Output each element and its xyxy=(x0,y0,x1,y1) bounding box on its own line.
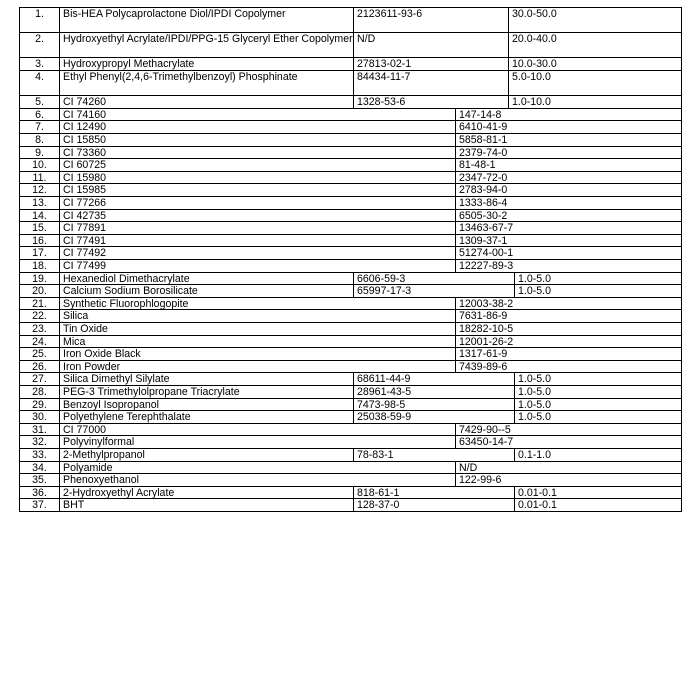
row-number: 25. xyxy=(19,347,59,360)
concentration-range: 30.0-50.0 xyxy=(508,7,682,32)
cas-number: 122-99-6 xyxy=(455,473,682,486)
row-number: 7. xyxy=(19,120,59,133)
cas-number: 147-14-8 xyxy=(455,108,682,121)
ingredient-name: CI 12490 xyxy=(59,120,455,133)
cas-number: 2347-72-0 xyxy=(455,171,682,184)
cas-number: 28961-43-5 xyxy=(353,385,514,398)
ingredient-name: CI 15985 xyxy=(59,183,455,196)
row-number: 1. xyxy=(19,7,59,32)
ingredient-name: CI 77499 xyxy=(59,259,455,272)
ingredient-name: Polyethylene Terephthalate xyxy=(59,410,353,423)
cas-number: 7429-90--5 xyxy=(455,423,682,436)
cas-number: 6505-30-2 xyxy=(455,209,682,222)
row-number: 37. xyxy=(19,498,59,511)
row-number: 33. xyxy=(19,448,59,461)
row-number: 16. xyxy=(19,234,59,247)
table-row xyxy=(19,196,682,209)
table-row xyxy=(19,32,682,57)
cas-number: 2379-74-0 xyxy=(455,146,682,159)
cas-number: 12227-89-3 xyxy=(455,259,682,272)
row-number: 27. xyxy=(19,372,59,385)
ingredient-name: 2-Hydroxyethyl Acrylate xyxy=(59,486,353,499)
row-number: 5. xyxy=(19,95,59,108)
row-number: 10. xyxy=(19,158,59,171)
table-row xyxy=(19,372,682,385)
cas-number: 7473-98-5 xyxy=(353,398,514,411)
cas-number: 78-83-1 xyxy=(353,448,514,461)
cas-number: 6410-41-9 xyxy=(455,120,682,133)
concentration-range: 10.0-30.0 xyxy=(508,57,682,70)
table-row xyxy=(19,322,682,335)
row-number: 20. xyxy=(19,284,59,297)
table-row xyxy=(19,183,682,196)
cas-number: 12001-26-2 xyxy=(455,335,682,348)
ingredient-name: Silica Dimethyl Silylate xyxy=(59,372,353,385)
cas-number: 12003-38-2 xyxy=(455,297,682,310)
row-number: 32. xyxy=(19,435,59,448)
concentration-range: 20.0-40.0 xyxy=(508,32,682,57)
ingredient-name: Calcium Sodium Borosilicate xyxy=(59,284,353,297)
ingredient-name: Polyvinylformal xyxy=(59,435,455,448)
table-row xyxy=(19,133,682,146)
cas-number: N/D xyxy=(353,32,508,57)
row-number: 8. xyxy=(19,133,59,146)
ingredient-name: CI 77491 xyxy=(59,234,455,247)
row-number: 21. xyxy=(19,297,59,310)
table-row xyxy=(19,385,682,398)
table-row xyxy=(19,234,682,247)
row-number: 24. xyxy=(19,335,59,348)
cas-number: 128-37-0 xyxy=(353,498,514,511)
concentration-range: 1.0-5.0 xyxy=(514,398,682,411)
ingredient-name: Silica xyxy=(59,309,455,322)
table-row xyxy=(19,498,682,511)
ingredient-name: CI 73360 xyxy=(59,146,455,159)
cas-number: 1328-53-6 xyxy=(353,95,508,108)
cas-number: 818-61-1 xyxy=(353,486,514,499)
row-number: 30. xyxy=(19,410,59,423)
concentration-range: 5.0-10.0 xyxy=(508,70,682,95)
concentration-range: 0.01-0.1 xyxy=(514,486,682,499)
table-row xyxy=(19,297,682,310)
table-row xyxy=(19,108,682,121)
table-row xyxy=(19,7,682,32)
ingredient-name: Synthetic Fluorophlogopite xyxy=(59,297,455,310)
cas-number: 84434-11-7 xyxy=(353,70,508,95)
concentration-range: 1.0-5.0 xyxy=(514,410,682,423)
ingredient-name: Ethyl Phenyl(2,4,6-Trimethylbenzoyl) Phosphinate xyxy=(59,70,353,95)
ingredient-name: Iron Powder xyxy=(59,360,455,373)
table-row xyxy=(19,95,682,108)
ingredient-name: Tin Oxide xyxy=(59,322,455,335)
cas-number: 81-48-1 xyxy=(455,158,682,171)
row-number: 23. xyxy=(19,322,59,335)
ingredient-name: Hexanediol Dimethacrylate xyxy=(59,272,353,285)
ingredient-name: Benzoyl Isopropanol xyxy=(59,398,353,411)
table-row xyxy=(19,246,682,259)
concentration-range: 1.0-5.0 xyxy=(514,385,682,398)
concentration-range: 1.0-5.0 xyxy=(514,372,682,385)
cas-number: 13463-67-7 xyxy=(455,221,682,234)
ingredient-name: 2-Methylpropanol xyxy=(59,448,353,461)
row-number: 12. xyxy=(19,183,59,196)
row-number: 11. xyxy=(19,171,59,184)
table-row xyxy=(19,284,682,297)
concentration-range: 0.01-0.1 xyxy=(514,498,682,511)
table-row xyxy=(19,259,682,272)
ingredient-name: Hydroxypropyl Methacrylate xyxy=(59,57,353,70)
cas-number: 63450-14-7 xyxy=(455,435,682,448)
ingredient-name: PEG-3 Trimethylolpropane Triacrylate xyxy=(59,385,353,398)
table-row xyxy=(19,221,682,234)
cas-number: 7631-86-9 xyxy=(455,309,682,322)
table-bottom-border xyxy=(19,511,682,512)
row-number: 4. xyxy=(19,70,59,95)
cas-number: 1333-86-4 xyxy=(455,196,682,209)
ingredient-name: CI 77266 xyxy=(59,196,455,209)
ingredient-name: CI 77891 xyxy=(59,221,455,234)
ingredient-name: Polyamide xyxy=(59,461,455,474)
cas-number: 5858-81-1 xyxy=(455,133,682,146)
table-row xyxy=(19,347,682,360)
table-row xyxy=(19,360,682,373)
ingredient-name: CI 74260 xyxy=(59,95,353,108)
cas-number: 7439-89-6 xyxy=(455,360,682,373)
row-number: 19. xyxy=(19,272,59,285)
row-number: 22. xyxy=(19,309,59,322)
concentration-range: 1.0-5.0 xyxy=(514,272,682,285)
ingredient-name: Bis-HEA Polycaprolactone Diol/IPDI Copolymer xyxy=(59,7,353,32)
ingredient-name: CI 15980 xyxy=(59,171,455,184)
row-number: 13. xyxy=(19,196,59,209)
row-number: 26. xyxy=(19,360,59,373)
row-number: 35. xyxy=(19,473,59,486)
cas-number: 25038-59-9 xyxy=(353,410,514,423)
row-number: 3. xyxy=(19,57,59,70)
row-number: 31. xyxy=(19,423,59,436)
table-row xyxy=(19,448,682,461)
table-row xyxy=(19,410,682,423)
cas-number: 51274-00-1 xyxy=(455,246,682,259)
row-number: 28. xyxy=(19,385,59,398)
ingredient-name: CI 77492 xyxy=(59,246,455,259)
cas-number: 6606-59-3 xyxy=(353,272,514,285)
table-row xyxy=(19,309,682,322)
cas-number: 1309-37-1 xyxy=(455,234,682,247)
ingredients-table xyxy=(19,7,682,683)
row-number: 18. xyxy=(19,259,59,272)
ingredient-name: BHT xyxy=(59,498,353,511)
table-row xyxy=(19,171,682,184)
row-number: 15. xyxy=(19,221,59,234)
cas-number: 18282-10-5 xyxy=(455,322,682,335)
table-row xyxy=(19,473,682,486)
row-number: 17. xyxy=(19,246,59,259)
ingredient-name: Phenoxyethanol xyxy=(59,473,455,486)
table-row xyxy=(19,461,682,474)
ingredient-name: Iron Oxide Black xyxy=(59,347,455,360)
cas-number: N/D xyxy=(455,461,682,474)
concentration-range: 1.0-5.0 xyxy=(514,284,682,297)
cas-number: 2783-94-0 xyxy=(455,183,682,196)
table-row xyxy=(19,435,682,448)
table-row xyxy=(19,57,682,70)
table-row xyxy=(19,335,682,348)
table-row xyxy=(19,70,682,95)
cas-number: 65997-17-3 xyxy=(353,284,514,297)
cas-number: 27813-02-1 xyxy=(353,57,508,70)
ingredient-name: CI 74160 xyxy=(59,108,455,121)
ingredient-name: Mica xyxy=(59,335,455,348)
table-row xyxy=(19,486,682,499)
ingredient-name: CI 60725 xyxy=(59,158,455,171)
row-number: 29. xyxy=(19,398,59,411)
concentration-range: 0.1-1.0 xyxy=(514,448,682,461)
concentration-range: 1.0-10.0 xyxy=(508,95,682,108)
table-row xyxy=(19,423,682,436)
cas-number: 1317-61-9 xyxy=(455,347,682,360)
row-number: 36. xyxy=(19,486,59,499)
table-row xyxy=(19,158,682,171)
row-number: 2. xyxy=(19,32,59,57)
row-number: 6. xyxy=(19,108,59,121)
table-row xyxy=(19,120,682,133)
ingredient-name: CI 42735 xyxy=(59,209,455,222)
table-row xyxy=(19,398,682,411)
ingredient-name: Hydroxyethyl Acrylate/IPDI/PPG-15 Glyceryl Ether Copolymer xyxy=(59,32,353,57)
ingredient-name: CI 15850 xyxy=(59,133,455,146)
row-number: 9. xyxy=(19,146,59,159)
table-row xyxy=(19,272,682,285)
cas-number: 2123611-93-6 xyxy=(353,7,508,32)
row-number: 14. xyxy=(19,209,59,222)
table-row xyxy=(19,209,682,222)
ingredient-name: CI 77000 xyxy=(59,423,455,436)
table-row xyxy=(19,146,682,159)
cas-number: 68611-44-9 xyxy=(353,372,514,385)
row-number: 34. xyxy=(19,461,59,474)
